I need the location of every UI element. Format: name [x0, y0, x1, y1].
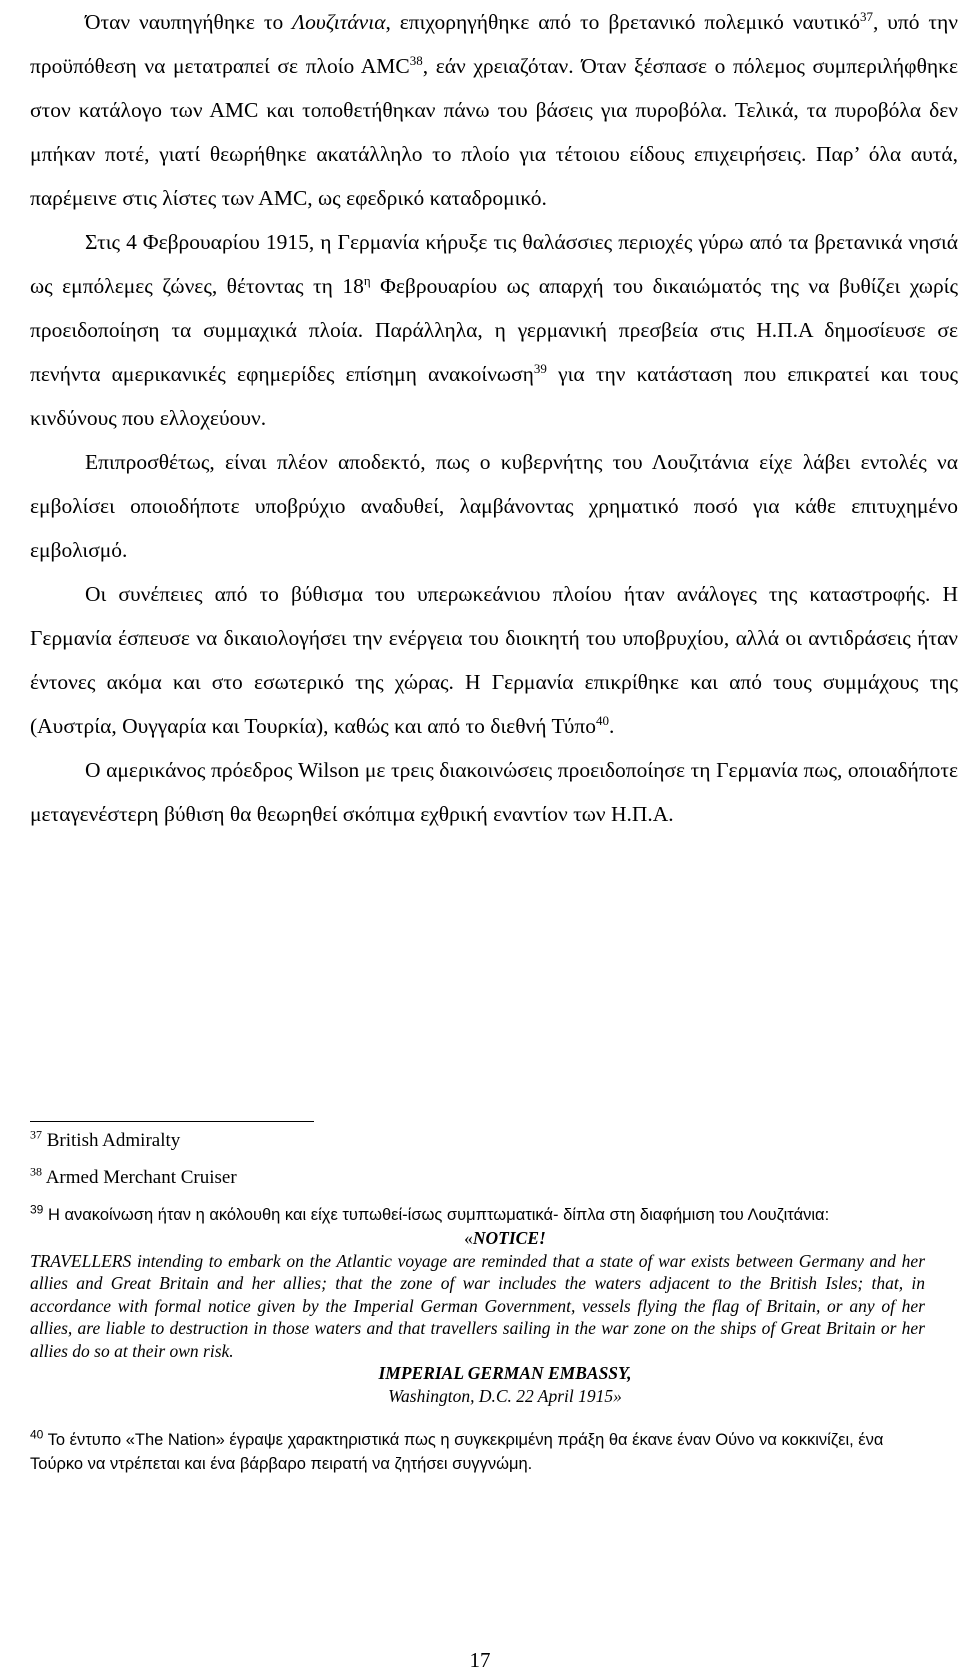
text-run: Οι συνέπειες από το βύθισμα του υπερωκεάνιου πλοίου ήταν ανάλογες της καταστροφής. Η Γερμανία έσπευσε να δικαιολογήσει την ενέργεια του διοικητή του υποβρυχίου, αλλά οι αντιδράσεις ήταν έντονες ακόμα και στο εσωτερικό της χώρας. Η Γερμανία επικρίθηκε και από τους συμμάχους της (Αυστρία, Ουγγαρία και Τουρκία), καθώς και από το διεθνή Τύπο	[30, 582, 958, 738]
quote-mark: «	[464, 1228, 473, 1248]
footnotes	[30, 1125, 925, 1476]
text-run: Φεβρουαρίου ως απαρχή του δικαιώματός της να βυθίζει χωρίς προειδοποίηση τα συμμαχικά πλοία. Παράλληλα, η γερμανική πρεσβεία στις Η.Π.Α δημοσίευσε σε πενήντα αμερικανικές εφημερίδες επίσημη ανακοίνωση	[30, 274, 958, 386]
footnote-text: Η ανακοίνωση ήταν η ακόλουθη και είχε τυπωθεί-ίσως συμπτωματικά- δίπλα στη διαφήμιση του Λουζιτάνια:	[47, 1206, 830, 1224]
footnote-number: 37	[30, 1127, 42, 1142]
body-text	[30, 0, 958, 836]
footnote-number: 38	[30, 1164, 42, 1179]
footnote-text: Το έντυπο «The Nation» έγραψε χαρακτηριστικά πως η συγκεκριμένη πράξη θα έκανε έναν Ούνο να κοκκινίζει, ένα Τούρκο να ντρέπεται και ένα βάρβαρο πειρατή να ζητήσει συγγνώμη.	[30, 1431, 884, 1473]
footnote-ref-38[interactable]: 38	[409, 52, 423, 68]
footnote-text: British Admiralty	[46, 1130, 181, 1151]
footnote-separator	[30, 1121, 314, 1122]
paragraph-3: Επιπροσθέτως, είναι πλέον αποδεκτό, πως ο κυβερνήτης του Λουζιτάνια είχε λάβει εντολές να εμβολίσει οποιοδήποτε υποβρύχιο αναδυθεί, λαμβάνοντας χρηματικό ποσό για κάθε επιτυχημένο εμβολισμό.	[30, 450, 958, 562]
notice-place-date: Washington, D.C. 22 April 1915»	[388, 1385, 622, 1406]
notice-signature: IMPERIAL GERMAN EMBASSY,	[378, 1363, 632, 1383]
text-run: Στις 4 Φεβρουαρίου 1915, η Γερμανία κήρυξε τις θαλάσσιες περιοχές γύρω από τα βρετανικά νησιά ως εμπόλεμες ζώνες, θέτοντας τη 18	[30, 230, 958, 298]
ordinal-suffix: η	[363, 272, 371, 288]
footnote-39-intro	[30, 1203, 925, 1227]
paragraph-4	[30, 572, 958, 748]
footnote-39	[30, 1203, 925, 1407]
footnote-38	[30, 1166, 925, 1190]
footnote-text: Armed Merchant Cruiser	[45, 1167, 237, 1188]
footnote-ref-37[interactable]: 37	[859, 8, 873, 24]
text-run: , εάν χρειαζόταν. Όταν ξέσπασε ο πόλεμος συμπεριλήφθηκε στον κατάλογο των ΑΜC και τοποθετήθηκαν πάνω του βάσεις για πυροβόλα. Τελικά, τα πυροβόλα δεν μπήκαν ποτέ, γιατί θεωρήθηκε ακατάλληλο το πλοίο για τέτοιου είδους επιχειρήσεις. Παρ’ όλα αυτά, παρέμεινε στις λίστες των ΑΜC, ως εφεδρικό καταδρομικό.	[30, 54, 958, 210]
footnote-ref-40[interactable]: 40	[596, 712, 610, 728]
footnote-number: 40	[30, 1427, 44, 1442]
text-run: , επιχορηγήθηκε από το βρετανικό πολεμικό ναυτικό	[385, 10, 860, 34]
paragraph-5: Ο αμερικάνος πρόεδρος Wilson με τρεις διακοινώσεις προειδοποίησε τη Γερμανία πως, οποιαδήποτε μεταγενέστερη βύθιση θα θεωρηθεί σκόπιμα εχθρική εναντίον των Η.Π.Α.	[30, 758, 958, 826]
footnote-number: 39	[30, 1202, 44, 1217]
paragraph-2	[30, 220, 958, 440]
notice-heading: NOTICE!	[472, 1228, 546, 1248]
text-run: , υπό την προϋπόθεση να μετατραπεί σε πλοίο ΑΜC	[30, 10, 959, 78]
page-number: 17	[469, 1648, 491, 1672]
footnote-40	[30, 1428, 925, 1476]
notice-body: TRAVELLERS intending to embark on the Atlantic voyage are reminded that a state of war exists between Germany and her allies and Great Britain and her allies; that the zone of war includes the waters adjacent to the British Isles; that, in accordance with formal notice given by the Imperial German Government, vessels flying the flag of Britain, or any of her allies, are liable to destruction in those waters and that travellers sailing in the war zone on the ships of Great Britain or her allies do so at their own risk.	[30, 1250, 925, 1361]
notice-title	[30, 1227, 925, 1250]
text-run: Όταν ναυπηγήθηκε το	[85, 10, 293, 34]
notice-quote	[30, 1227, 925, 1407]
text-run: .	[609, 714, 615, 738]
footnote-ref-39[interactable]: 39	[533, 360, 547, 376]
text-run: για την κατάσταση που επικρατεί και τους κινδύνους που ελλοχεύουν.	[30, 362, 958, 430]
footnote-37	[30, 1129, 925, 1153]
ship-name: Λουζιτάνια	[292, 10, 386, 34]
paragraph-1	[30, 0, 958, 220]
